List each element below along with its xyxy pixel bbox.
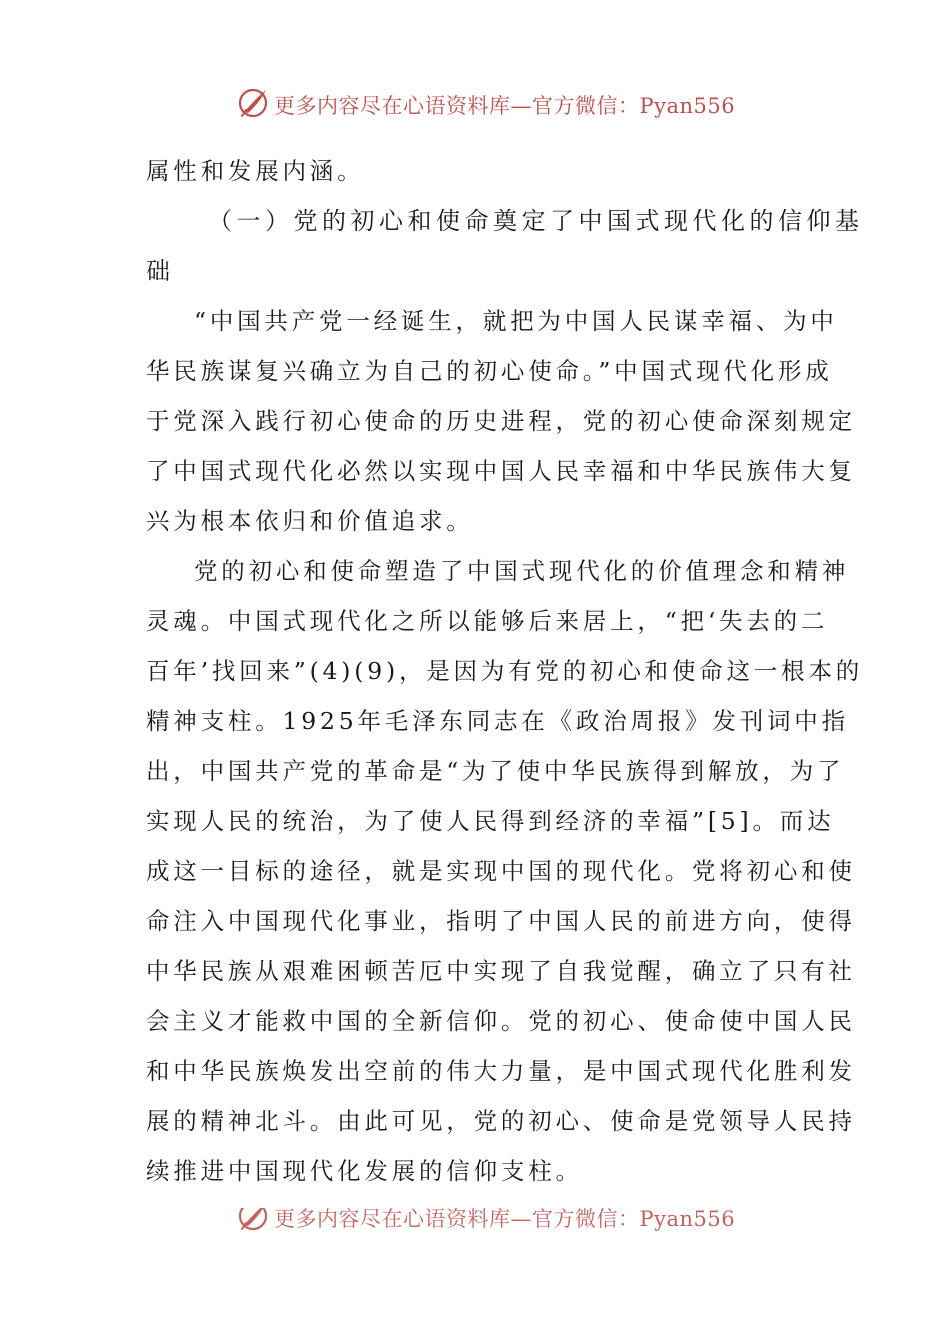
text-line: 会主义才能救中国的全新信仰。党的初心、使命使中国人民 xyxy=(146,1007,856,1035)
text-line: 华民族谋复兴确立为自己的初心使命。”中国式现代化形成 xyxy=(146,357,833,385)
document-body xyxy=(146,146,864,1196)
footer-text: 更多内容尽在心语资料库—官方微信：Pyan556 xyxy=(274,1208,736,1231)
text-line: 成这一目标的途径，就是实现中国的现代化。党将初心和使 xyxy=(146,857,856,885)
text-line: 出，中国共产党的革命是“为了使中华民族得到解放，为了 xyxy=(146,757,845,785)
text-line: 兴为根本依归和价值追求。 xyxy=(146,507,474,535)
page-header xyxy=(0,86,950,120)
section-heading-cont: 础 xyxy=(146,257,175,285)
text-line: 中华民族从艰难困顿苦厄中实现了自我觉醒，确立了只有社 xyxy=(146,957,856,985)
text-line: 实现人民的统治，为了使人民得到经济的幸福”[5]。而达 xyxy=(146,807,835,835)
text-line: 续推进中国现代化发展的信仰支柱。 xyxy=(146,1157,583,1185)
text-line: 百年’找回来”(4)(9)，是因为有党的初心和使命这一根本的 xyxy=(146,657,864,685)
text-line: 精神支柱。1925年毛泽东同志在《政治周报》发刊词中指 xyxy=(146,707,849,735)
text-line: 灵魂。中国式现代化之所以能够后来居上，“把‘失去的二 xyxy=(146,607,829,635)
text-line: 命注入中国现代化事业，指明了中国人民的前进方向，使得 xyxy=(146,907,856,935)
text-line: “中国共产党一经诞生，就把为中国人民谋幸福、为中 xyxy=(194,307,838,335)
text-line: 和中华民族焕发出空前的伟大力量，是中国式现代化胜利发 xyxy=(146,1057,856,1085)
quill-circle-logo-icon xyxy=(236,86,270,120)
quill-circle-logo-icon xyxy=(236,1208,270,1233)
text-line: 属性和发展内涵。 xyxy=(146,157,365,185)
text-line: 党的初心和使命塑造了中国式现代化的价值理念和精神 xyxy=(194,557,850,585)
header-text: 更多内容尽在心语资料库—官方微信：Pyan556 xyxy=(274,94,736,118)
section-heading: （一）党的初心和使命奠定了中国式现代化的信仰基 xyxy=(208,207,864,235)
text-line: 了中国式现代化必然以实现中国人民幸福和中华民族伟大复 xyxy=(146,457,856,485)
text-line: 于党深入践行初心使命的历史进程，党的初心使命深刻规定 xyxy=(146,407,856,435)
text-line: 展的精神北斗。由此可见，党的初心、使命是党领导人民持 xyxy=(146,1107,856,1135)
page-footer xyxy=(0,1208,950,1242)
